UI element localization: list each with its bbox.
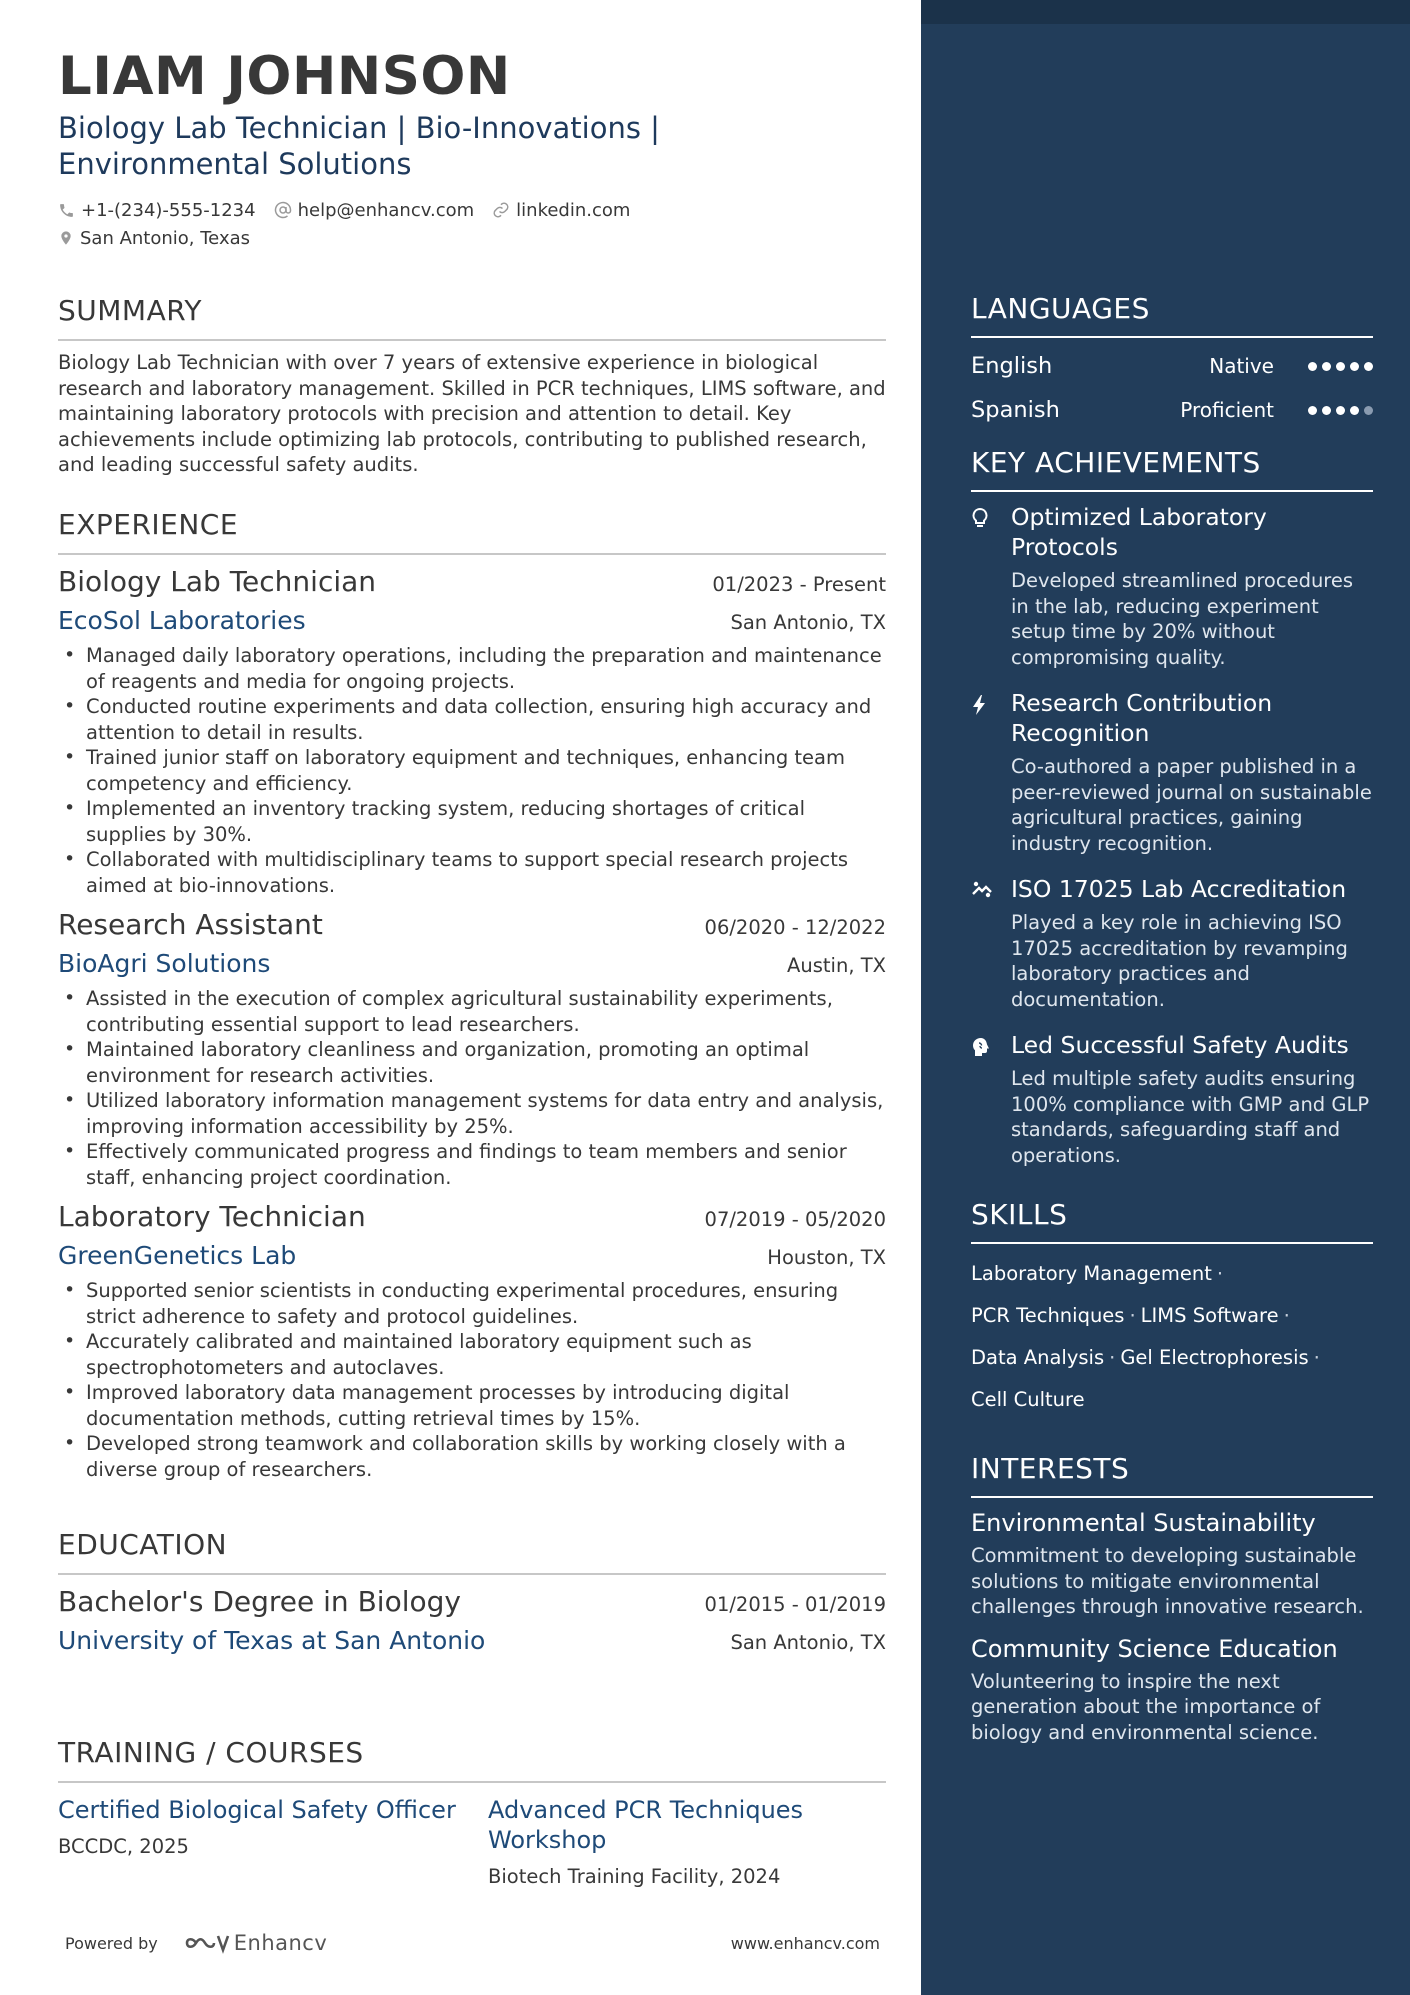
- job-location: Houston, TX: [767, 1246, 886, 1269]
- job-entry: [58, 563, 886, 898]
- job-date: 07/2019 - 05/2020: [704, 1208, 886, 1231]
- interest-title: Environmental Sustainability: [971, 1509, 1316, 1537]
- education-date: 01/2015 - 01/2019: [704, 1593, 886, 1616]
- job-bullets: [58, 986, 886, 1190]
- training-title: Certified Biological Safety Officer: [58, 1796, 456, 1824]
- brain-icon: [971, 1036, 991, 1058]
- skill-separator: ·: [1313, 1345, 1320, 1369]
- achievement-title: Optimized Laboratory Protocols: [1011, 503, 1267, 561]
- interest-title: Community Science Education: [971, 1634, 1338, 1663]
- language-item: [971, 344, 1373, 388]
- job-title: Biology Lab Technician: [58, 565, 377, 598]
- email-contact[interactable]: [274, 200, 475, 221]
- interest-description: Volunteering to inspire the next generation about the importance of biology and environmental science.: [971, 1669, 1321, 1744]
- email-address: help@enhancv.com: [297, 199, 475, 221]
- achievement-item: [971, 1030, 1373, 1168]
- achievement-description: Led multiple safety audits ensuring 100% compliance with GMP and GLP standards, safeguarding staff and operations.: [1011, 1067, 1370, 1167]
- job-bullets: [58, 643, 886, 898]
- language-rating: [1308, 406, 1373, 415]
- achievement-item: [971, 688, 1373, 856]
- training-provider: BCCDC, 2025: [58, 1835, 189, 1858]
- bullet-item: • Implemented an inventory tracking system, reducing shortages of critical supplies by 30%.: [58, 796, 886, 847]
- website-link[interactable]: www.enhancv.com: [730, 1933, 880, 1953]
- language-name: English: [971, 353, 1053, 379]
- bullet-item: • Improved laboratory data management processes by introducing digital documentation methods, cutting retrieval times by 15%.: [58, 1380, 886, 1431]
- school-location: San Antonio, TX: [730, 1631, 886, 1654]
- achievement-title: ISO 17025 Lab Accreditation: [1011, 875, 1347, 903]
- languages-section: [971, 292, 1373, 432]
- training-title: Advanced PCR Techniques Workshop: [488, 1796, 804, 1854]
- bullet-item: • Maintained laboratory cleanliness and organization, promoting an optimal environment for research activities.: [58, 1037, 886, 1088]
- enhancv-logo[interactable]: [184, 1931, 328, 1955]
- achievement-description: Co-authored a paper published in a peer-reviewed journal on sustainable agricultural practices, gaining industry recognition.: [1011, 755, 1372, 855]
- skill-tag: PCR Techniques: [971, 1303, 1125, 1327]
- sidebar: [921, 0, 1410, 1995]
- interests-section: [971, 1452, 1373, 1745]
- phone-number: +1-(234)-555-1234: [81, 199, 256, 221]
- section-title: SUMMARY: [58, 294, 886, 341]
- handshake-icon: [971, 880, 993, 900]
- school-name: University of Texas at San Antonio: [58, 1626, 486, 1655]
- job-location: San Antonio, TX: [730, 611, 886, 634]
- rating-dot: [1364, 362, 1373, 371]
- education-entry: [58, 1583, 886, 1657]
- headline: [58, 110, 678, 182]
- job-entry: [58, 906, 886, 1190]
- phone-icon: [58, 202, 75, 219]
- skill-tag: Cell Culture: [971, 1387, 1085, 1411]
- training-item: [58, 1795, 488, 1888]
- section-title: EDUCATION: [58, 1528, 886, 1575]
- experience-section: [58, 508, 886, 1482]
- interest-item: [971, 1508, 1373, 1620]
- job-title: Laboratory Technician: [58, 1200, 366, 1233]
- achievement-title: Research Contribution Recognition: [1011, 689, 1273, 747]
- interest-item: [971, 1634, 1373, 1746]
- enhancv-logo-icon: [184, 1932, 230, 1954]
- bullet-item: • Supported senior scientists in conducting experimental procedures, ensuring strict adherence to safety and protocol guidelines.: [58, 1278, 886, 1329]
- job-entry: [58, 1198, 886, 1482]
- skill-tag: LIMS Software: [1140, 1303, 1279, 1327]
- achievement-item: [971, 502, 1373, 670]
- bullet-item: • Managed daily laboratory operations, including the preparation and maintenance of reagents and media for ongoing projects.: [58, 643, 886, 694]
- achievements-section: [971, 446, 1373, 1168]
- headline-line: Biology Lab Technician | Bio-Innovations |: [58, 111, 660, 145]
- linkedin-contact[interactable]: [492, 200, 630, 221]
- training-item: [488, 1795, 886, 1888]
- sidebar-top-band: [921, 0, 1410, 24]
- lightbulb-icon: [971, 508, 989, 530]
- language-level: Proficient: [1180, 398, 1274, 422]
- bullet-item: • Trained junior staff on laboratory equipment and techniques, enhancing team competency and efficiency.: [58, 745, 886, 796]
- skills-section: [971, 1198, 1373, 1420]
- rating-dot: [1322, 406, 1331, 415]
- lightning-icon: [971, 694, 987, 716]
- brand-name: Enhancv: [233, 1931, 328, 1955]
- summary-text: Biology Lab Technician with over 7 years of extensive experience in biological research and laboratory management. Skilled in PCR techniques, LIMS software, and maintaining laboratory protocols with precision and attention to detail. Key achievements include optimizing lab protocols, contributing to published research, and leading successful safety audits.: [58, 351, 886, 476]
- section-title: LANGUAGES: [971, 292, 1373, 338]
- language-level: Native: [1209, 354, 1274, 378]
- section-title: SKILLS: [971, 1198, 1373, 1244]
- achievement-item: [971, 874, 1373, 1012]
- linkedin-url: linkedin.com: [516, 199, 631, 221]
- section-title: TRAINING / COURSES: [58, 1736, 886, 1783]
- skill-tag: Gel Electrophoresis: [1120, 1345, 1309, 1369]
- rating-dot: [1350, 406, 1359, 415]
- footer: [65, 1928, 880, 1958]
- job-bullets: [58, 1278, 886, 1482]
- achievement-description: Played a key role in achieving ISO 17025 accreditation by revamping laboratory practices and documentation.: [1011, 911, 1348, 1011]
- location-pin-icon: [58, 229, 74, 247]
- training-provider: Biotech Training Facility, 2024: [488, 1865, 781, 1888]
- rating-dot: [1322, 362, 1331, 371]
- language-item: [971, 388, 1373, 432]
- section-title: INTERESTS: [971, 1452, 1373, 1498]
- phone-contact[interactable]: [58, 200, 256, 221]
- skill-tag: Data Analysis: [971, 1345, 1105, 1369]
- rating-dot: [1350, 362, 1359, 371]
- location-contact: [58, 228, 250, 249]
- rating-dot: [1336, 362, 1345, 371]
- interest-description: Commitment to developing sustainable solutions to mitigate environmental challenges through innovative research.: [971, 1544, 1364, 1618]
- skill-separator: ·: [1283, 1303, 1290, 1327]
- skill-separator: ·: [1129, 1303, 1136, 1327]
- section-title: KEY ACHIEVEMENTS: [971, 446, 1373, 492]
- skill-separator: ·: [1109, 1345, 1116, 1369]
- rating-dot: [1308, 362, 1317, 371]
- bullet-item: • Conducted routine experiments and data collection, ensuring high accuracy and attention to detail in results.: [58, 694, 886, 745]
- at-icon: [274, 201, 292, 219]
- bullet-item: • Assisted in the execution of complex agricultural sustainability experiments, contributing essential support to lead researchers.: [58, 986, 886, 1037]
- company-name: EcoSol Laboratories: [58, 606, 306, 635]
- bullet-item: • Collaborated with multidisciplinary teams to support special research projects aimed at bio-innovations.: [58, 847, 886, 898]
- powered-by-label: Powered by: [65, 1933, 158, 1953]
- bullet-item: • Accurately calibrated and maintained laboratory equipment such as spectrophotometers and autoclaves.: [58, 1329, 886, 1380]
- headline-line: Environmental Solutions: [58, 147, 412, 181]
- company-name: GreenGenetics Lab: [58, 1241, 297, 1270]
- bullet-item: • Effectively communicated progress and findings to team members and senior staff, enhancing project coordination.: [58, 1139, 886, 1190]
- bullet-item: • Utilized laboratory information management systems for data entry and analysis, improving information accessibility by 25%.: [58, 1088, 886, 1139]
- rating-dot: [1364, 406, 1373, 415]
- language-name: Spanish: [971, 397, 1060, 423]
- rating-dot: [1336, 406, 1345, 415]
- job-title: Research Assistant: [58, 908, 323, 941]
- contact-info: [58, 196, 886, 252]
- training-section: [58, 1736, 886, 1888]
- job-date: 01/2023 - Present: [712, 573, 886, 596]
- degree-title: Bachelor's Degree in Biology: [58, 1585, 461, 1618]
- achievement-title: Led Successful Safety Audits: [1011, 1031, 1349, 1059]
- education-section: [58, 1528, 886, 1657]
- header: [58, 46, 886, 1888]
- company-name: BioAgri Solutions: [58, 949, 271, 978]
- candidate-name: LIAM JOHNSON: [58, 46, 511, 107]
- job-date: 06/2020 - 12/2022: [704, 916, 886, 939]
- link-icon: [492, 201, 510, 219]
- section-title: EXPERIENCE: [58, 508, 886, 555]
- skill-separator: ·: [1216, 1261, 1224, 1285]
- job-location: Austin, TX: [787, 954, 886, 977]
- bullet-item: • Developed strong teamwork and collaboration skills by working closely with a diverse group of researchers.: [58, 1431, 886, 1482]
- skill-tag: Laboratory Management: [971, 1261, 1212, 1285]
- rating-dot: [1308, 406, 1317, 415]
- summary-section: [58, 294, 886, 478]
- achievement-description: Developed streamlined procedures in the lab, reducing experiment setup time by 20% without compromising quality.: [1011, 569, 1354, 669]
- location-text: San Antonio, Texas: [80, 227, 250, 249]
- language-rating: [1308, 362, 1373, 371]
